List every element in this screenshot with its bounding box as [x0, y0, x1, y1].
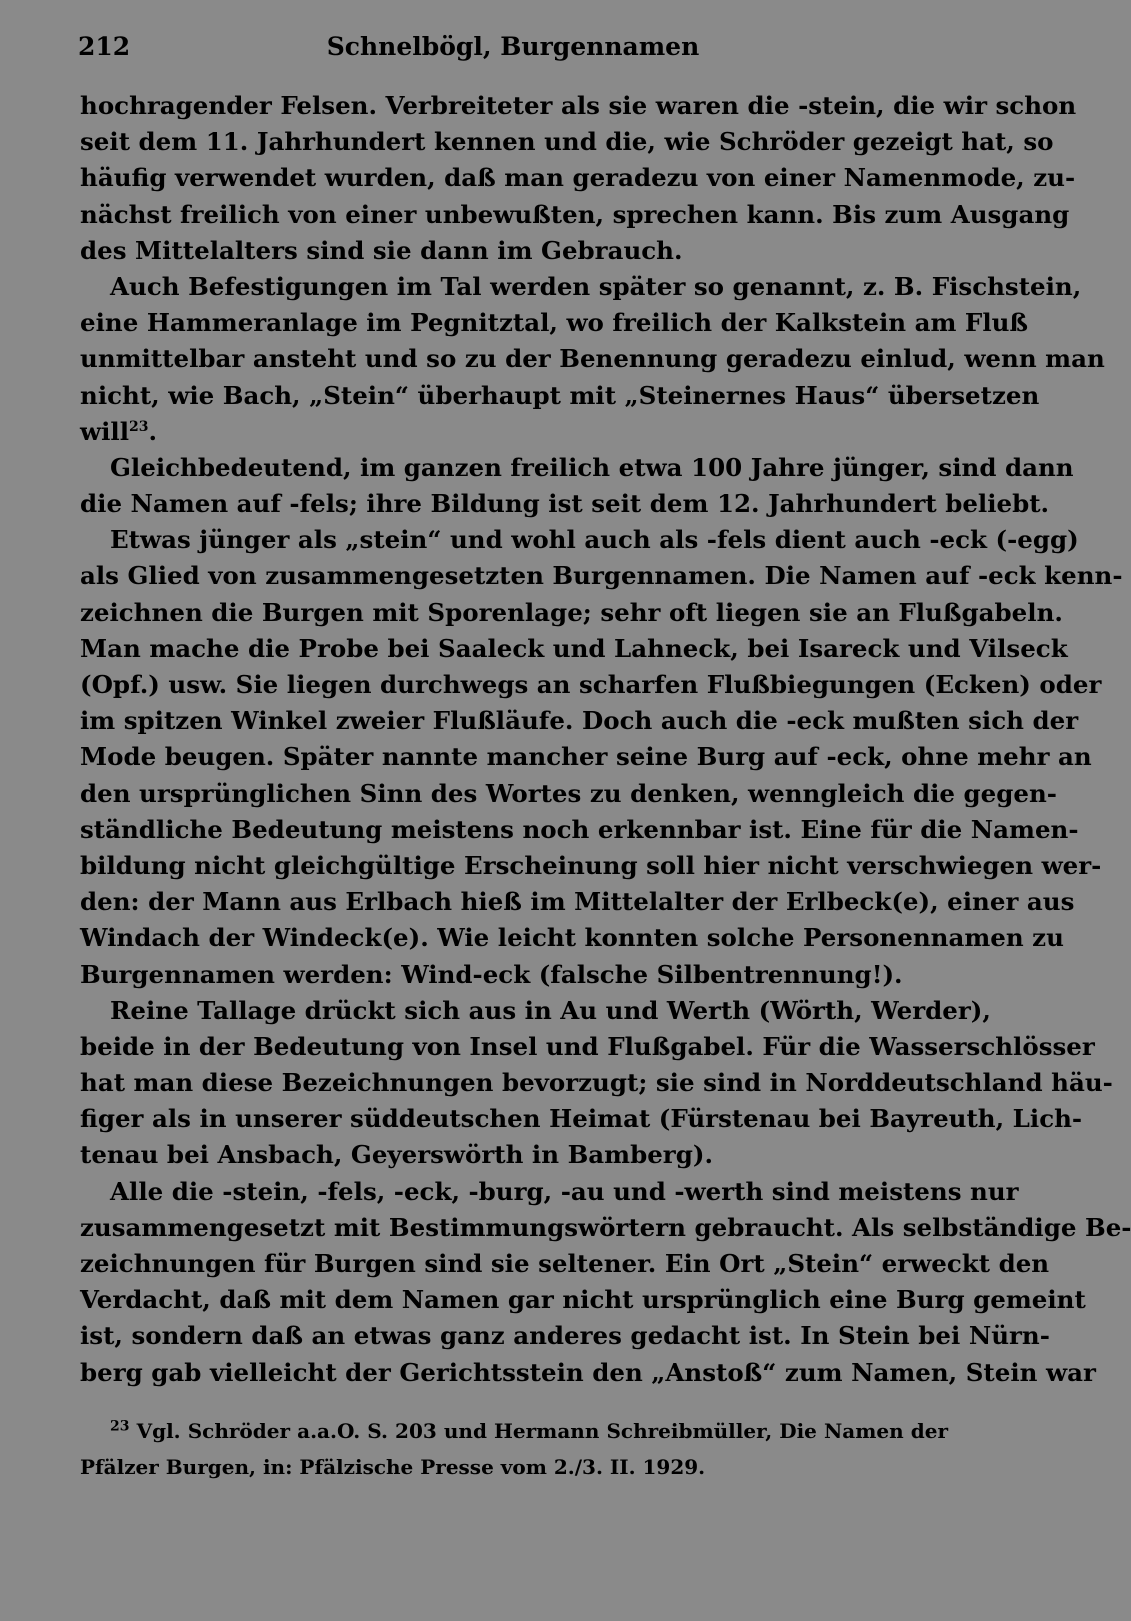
- text-line: zeichnungen für Burgen sind sie seltener. Ein Ort „Stein“ erweckt den: [80, 1249, 1050, 1278]
- text-line: beide in der Bedeutung von Insel und Flußgabel. Für die Wasserschlösser: [80, 1031, 1095, 1061]
- text-line: ist, sondern daß an etwas ganz anderes gedacht ist. In Stein bei Nürn-: [80, 1321, 1050, 1351]
- footnote-text: Vgl. Schröder a.a.O. S. 203 und Hermann Schreibmüller, Die Namen der: [136, 1419, 948, 1443]
- footnote-line: [80, 1418, 948, 1454]
- text-line: nächst freilich von einer unbewußten, sprechen kann. Bis zum Ausgang: [80, 199, 1070, 229]
- text-line: Windach der Windeck(e). Wie leicht konnten solche Personennamen zu: [80, 923, 1064, 953]
- page-header: [78, 28, 948, 68]
- text-line: den ursprünglichen Sinn des Wortes zu denken, wenngleich die gegen-: [80, 778, 1057, 808]
- text-line: die Namen auf -fels; ihre Bildung ist seit dem 12. Jahrhundert beliebt.: [80, 489, 1050, 519]
- text-line: berg gab vielleicht der Gerichtsstein den „Anstoß“ zum Namen, Stein war: [80, 1357, 1096, 1387]
- text-line: Mode beugen. Später nannte mancher seine Burg auf -eck, ohne mehr an: [80, 742, 1092, 772]
- text-line: zeichnen die Burgen mit Sporenlage; sehr oft liegen sie an Flußgabeln.: [80, 597, 1063, 627]
- text-line: Man mache die Probe bei Saaleck und Lahneck, bei Isareck und Vilseck: [80, 633, 1068, 663]
- text-line: Reine Tallage drückt sich aus in Au und Werth (Wörth, Werder),: [110, 995, 991, 1025]
- text-line: tenau bei Ansbach, Geyerswörth in Bamberg).: [80, 1140, 713, 1170]
- text-line: hat man diese Bezeichnungen bevorzugt; sie sind in Norddeutschland häu-: [80, 1068, 1113, 1098]
- text-line: Etwas jünger als „stein“ und wohl auch als -fels dient auch -eck (-egg): [110, 525, 1079, 555]
- page-number: 212: [78, 32, 131, 61]
- text-line: Burgennamen werden: Wind-eck (falsche Silbentrennung!).: [80, 959, 903, 989]
- text-line: Alle die -stein, -fels, -eck, -burg, -au und -werth sind meistens nur: [110, 1176, 1019, 1206]
- text-fragment: will: [80, 416, 130, 446]
- text-line: als Glied von zusammengesetzten Burgennamen. Die Namen auf -eck kenn-: [80, 561, 1123, 591]
- text-line: bildung nicht gleichgültige Erscheinung soll hier nicht verschwiegen wer-: [80, 850, 1102, 880]
- text-line: im spitzen Winkel zweier Flußläufe. Doch auch die -eck mußten sich der: [80, 706, 1079, 736]
- text-line-with-footnote: will$^{23}$.: [80, 416, 158, 446]
- text-line: seit dem 11. Jahrhundert kennen und die, wie Schröder gezeigt hat, so: [80, 127, 1054, 157]
- text-line: des Mittelalters sind sie dann im Gebrauch.: [80, 235, 683, 265]
- running-head: Schnelbögl, Burgennamen: [326, 32, 700, 61]
- text-line: häufig verwendet wurden, daß man geradezu von einer Namenmode, zu-: [80, 163, 1076, 193]
- text-line: unmittelbar ansteht und so zu der Benennung geradezu einlud, wenn man: [80, 344, 1105, 374]
- text-line: (Opf.) usw. Sie liegen durchwegs an scharfen Flußbiegungen (Ecken) oder: [80, 670, 1102, 699]
- body-text: [80, 88, 1131, 1391]
- text-line: ständliche Bedeutung meistens noch erkennbar ist. Eine für die Namen-: [80, 814, 1079, 844]
- text-line: Gleichbedeutend, im ganzen freilich etwa 100 Jahre jünger, sind dann: [110, 452, 1074, 482]
- text-line: Verdacht, daß mit dem Namen gar nicht ursprünglich eine Burg gemeint: [80, 1285, 1086, 1315]
- text-line: zusammengesetzt mit Bestimmungswörtern gebraucht. Als selbständige Be-: [80, 1212, 1131, 1242]
- footnote-marker: 23: [110, 1418, 130, 1435]
- footnote-reference: 23: [129, 418, 149, 435]
- footnote-line: Pfälzer Burgen, in: Pfälzische Presse vom 2./3. II. 1929.: [80, 1455, 706, 1480]
- text-line: nicht, wie Bach, „Stein“ überhaupt mit „Steinernes Haus“ übersetzen: [80, 380, 1040, 410]
- footnote: [80, 1418, 948, 1490]
- text-line: Auch Befestigungen im Tal werden später so genannt, z. B. Fischstein,: [110, 271, 1082, 301]
- text-line: figer als in unserer süddeutschen Heimat (Fürstenau bei Bayreuth, Lich-: [80, 1104, 1083, 1134]
- text-line: hochragender Felsen. Verbreiteter als sie waren die -stein, die wir schon: [80, 91, 1077, 120]
- text-line: eine Hammeranlage im Pegnitztal, wo freilich der Kalkstein am Fluß: [80, 308, 1029, 338]
- text-line: den: der Mann aus Erlbach hieß im Mittelalter der Erlbeck(e), einer aus: [80, 887, 1075, 917]
